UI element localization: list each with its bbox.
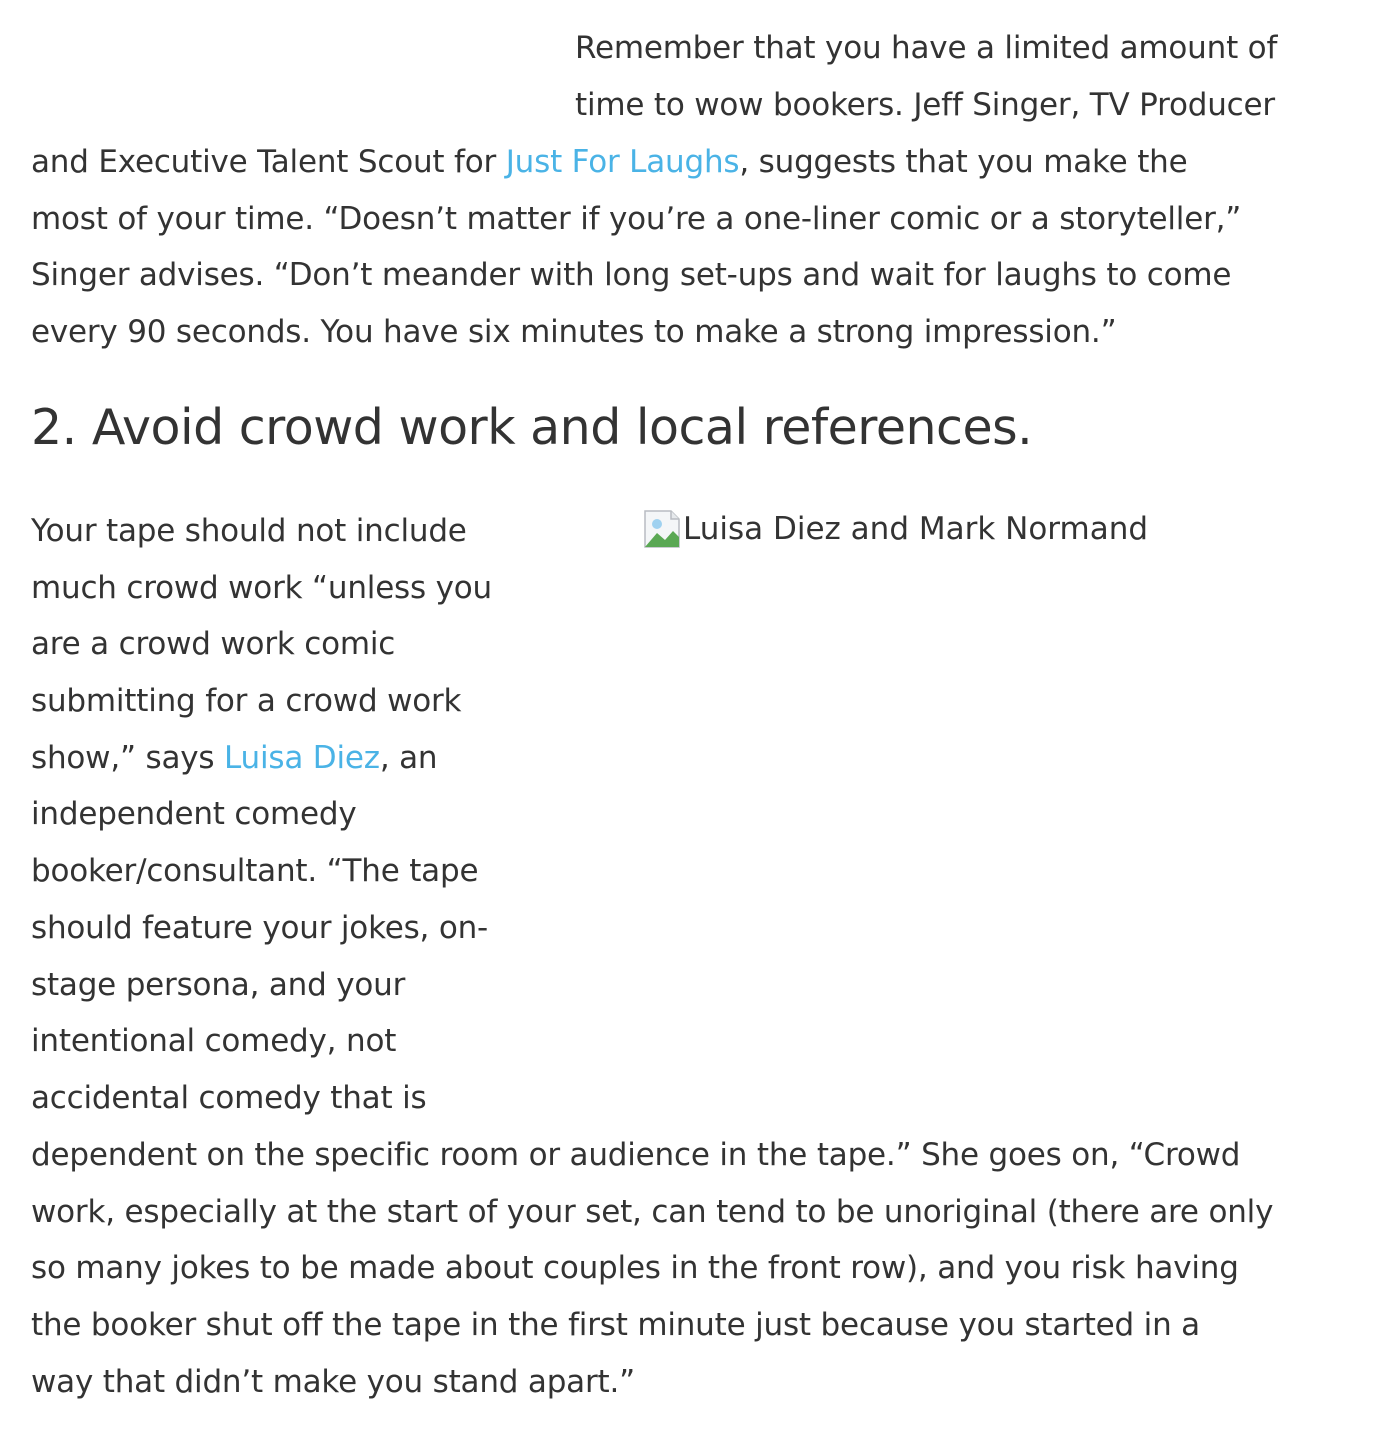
luisa-diez-mark-normand-image[interactable] bbox=[643, 500, 1148, 557]
paragraph-line: independent comedy bbox=[31, 796, 357, 832]
paragraph-line: Remember that you have a limited amount of bbox=[575, 30, 1278, 66]
paragraph-line: should feature your jokes, on- bbox=[31, 910, 489, 946]
paragraph-line: most of your time. “Doesn’t matter if you’re a one-liner comic or a storyteller,” bbox=[31, 201, 1242, 237]
luisa-diez-link[interactable]: Luisa Diez bbox=[224, 740, 380, 776]
image-alt-text: Luisa Diez and Mark Normand bbox=[683, 510, 1149, 547]
paragraph-line: stage persona, and your bbox=[31, 967, 406, 1003]
paragraph-line: accidental comedy that is bbox=[31, 1080, 427, 1116]
paragraph-text: , an bbox=[379, 740, 438, 776]
just-for-laughs-link[interactable]: Just For Laughs bbox=[505, 144, 740, 180]
paragraph-text: , suggests that you make the bbox=[739, 144, 1188, 180]
paragraph-line: time to wow bookers. Jeff Singer, TV Producer bbox=[575, 87, 1275, 123]
paragraph-line: are a crowd work comic bbox=[31, 626, 396, 662]
paragraph-line: the booker shut off the tape in the first minute just because you started in a bbox=[31, 1307, 1200, 1343]
paragraph-line: much crowd work “unless you bbox=[31, 570, 492, 606]
paragraph-text: and Executive Talent Scout for bbox=[31, 144, 506, 180]
paragraph-line: booker/consultant. “The tape bbox=[31, 853, 479, 889]
paragraph-line: Your tape should not include bbox=[31, 513, 467, 549]
section-heading: 2. Avoid crowd work and local references. bbox=[31, 399, 1033, 456]
paragraph-line: intentional comedy, not bbox=[31, 1023, 397, 1059]
paragraph-line bbox=[31, 134, 1187, 191]
paragraph-line: way that didn’t make you stand apart.” bbox=[31, 1364, 635, 1400]
paragraph-line: work, especially at the start of your set, can tend to be unoriginal (there are only bbox=[31, 1194, 1274, 1230]
paragraph-line: dependent on the specific room or audience in the tape.” She goes on, “Crowd bbox=[31, 1137, 1241, 1173]
paragraph-text: show,” says bbox=[31, 740, 224, 776]
paragraph-line: submitting for a crowd work bbox=[31, 683, 462, 719]
paragraph-line: Singer advises. “Don’t meander with long set-ups and wait for laughs to come bbox=[31, 257, 1232, 293]
paragraph-line: every 90 seconds. You have six minutes to make a strong impression.” bbox=[31, 314, 1117, 350]
broken-image-icon bbox=[643, 509, 681, 549]
paragraph-line bbox=[31, 730, 437, 787]
paragraph-line: so many jokes to be made about couples in the front row), and you risk having bbox=[31, 1250, 1239, 1286]
